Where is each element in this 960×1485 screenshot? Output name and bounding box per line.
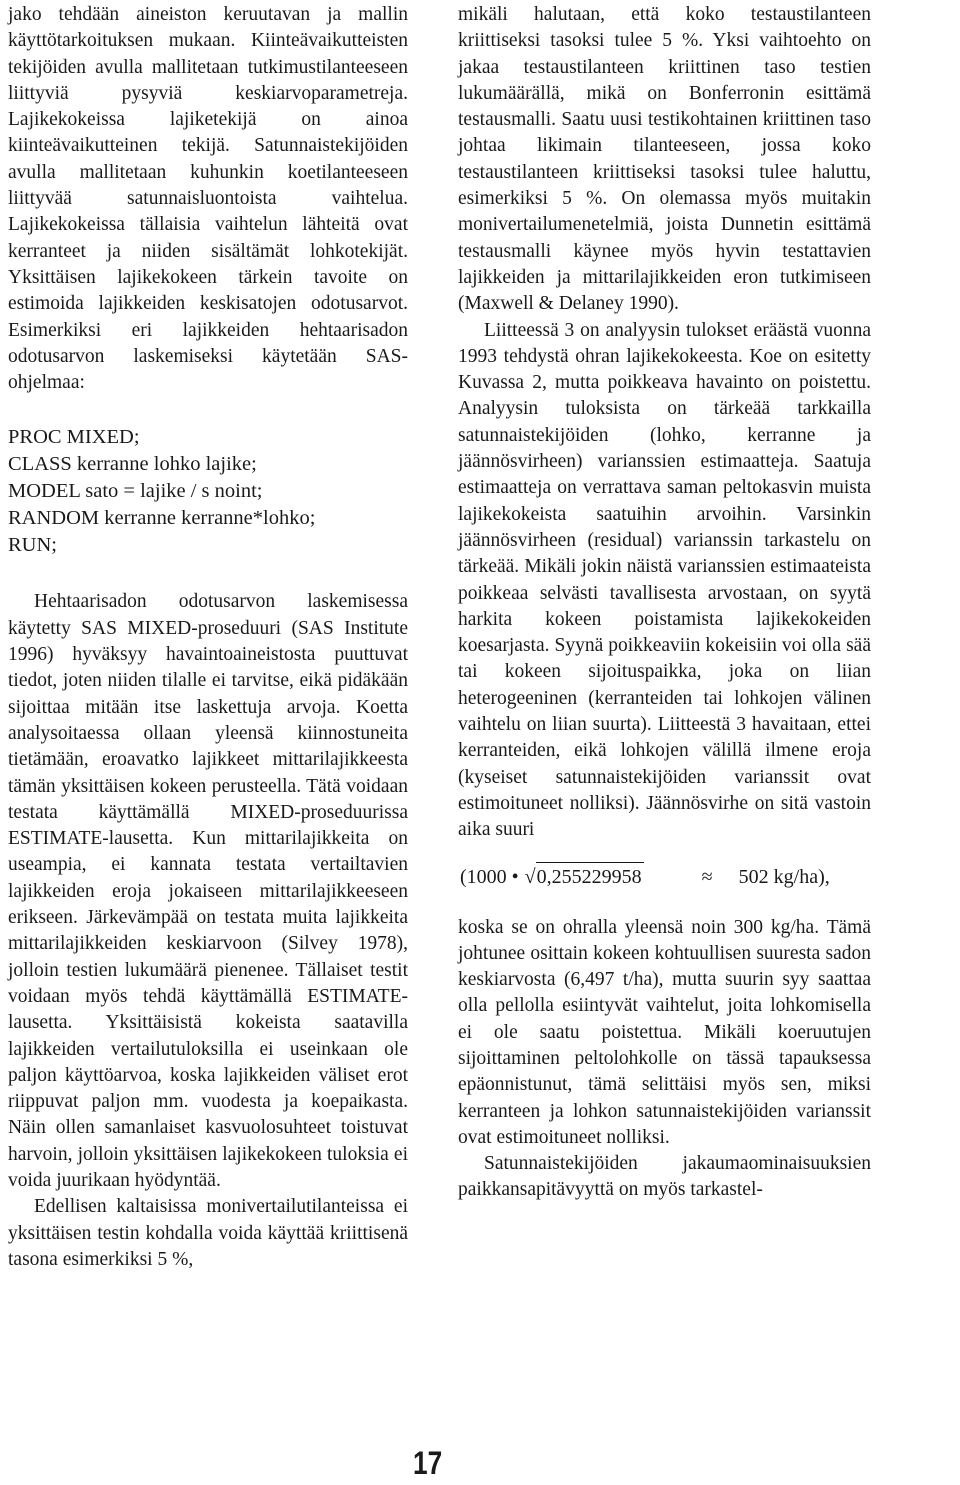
approx-symbol: ≈ — [701, 865, 713, 888]
body-paragraph: Liitteessä 3 on analyysin tulokset eräästä vuonna 1993 tehdystä ohran lajikekokeesta. Koe on esitetty Kuvassa 2, mutta poikkeava havainto on poistettu. Analyysin tuloksista on tärkeää tarkkailla satunnaistekijöiden (lohko, kerranne ja jäännösvirheen) varianssien estimaatteja. Saatuja estimaatteja on verrattava saman peltokasvin muista lajikekokeista saatuihin arvoihin. Varsinkin jäännösvirheen (residual) varianssin tarkastelu on tärkeää. Mikäli jokin näistä varianssien estimaateista poikkeaa selvästi tavallisesta arvostaan, on syytä harkita kokeen poistamista lajikekokeiden koesarjasta. Syynä poikkeaviin kokeisiin voi olla sää tai kokeen sijoituspaikka, joka on liian heterogeeninen (kerranteiden tai lohkojen välinen vaihtelu on liian suurta). Liitteestä 3 havaitaan, ettei kerranteiden, eikä lohkojen välillä ilmene eroja (kyseiset satunnaistekijöiden varianssit ovat estimoituneet nolliksi). Jäännösvirhe on sitä vastoin aika suuri — [458, 319, 871, 841]
body-paragraph: Edellisen kaltaisissa monivertailutilanteissa ei yksittäisen testin kohdalla voida käyttää kriittisenä tasona esimerkiksi 5 %, — [8, 1196, 408, 1270]
body-paragraph: Satunnaistekijöiden jakaumaominaisuuksien paikkansapitävyyttä on myös tarkastel- — [458, 1153, 871, 1201]
code-line: RUN; — [8, 534, 57, 557]
square-root — [525, 862, 644, 891]
body-paragraph: jako tehdään aineiston keruutavan ja mallin käyttötarkoituksen mukaan. Kiinteävaikutteisten tekijöiden avulla mallitetaan tutkimustilanteeseen liittyviä pysyviä keskiarvoparametreja. Lajikekokeissa lajiketekijä on ainoa kiinteävaikutteinen tekijä. Satunnaistekijöiden avulla mallitetaan kuhunkin koetilanteeseen liittyvää satunnaisluontoista vaihtelua. Lajikekokeissa tällaisia vaihtelun lähteitä ovat kerranteet ja niiden sisältämät lohkotekijät. Yksittäisen lajikekokeen tärkein tavoite on estimoida lajikkeiden keskisatojen odotusarvot. Esimerkiksi eri lajikkeiden hehtaarisadon odotusarvon laskemiseksi käytetään SAS-ohjelmaa: — [8, 4, 408, 394]
page-number: 17 — [413, 1445, 443, 1481]
body-paragraph: mikäli halutaan, että koko testaustilanteen kriittiseksi tasoksi tulee 5 %. Yksi vaihtoehto on jakaa testaustilanteen kriittinen taso testien lukumäärällä, mikä on Bonferronin esittämä testausmalli. Saatu uusi testikohtainen kriittinen taso johtaa likimain tilanteeseen, jossa koko testaustilanteen kriittiseksi tasoksi tulee haluttu, esimerkiksi 5 %. On olemassa myös muitakin monivertailumenetelmiä, joista Dunnetin esittämä testausmalli käynee myös hyvin testattavien lajikkeiden ja mittarilajikkeiden eron tutkimiseen (Maxwell & Delaney 1990). — [458, 4, 871, 315]
code-line: MODEL sato = lajike / s noint; — [8, 480, 263, 503]
left-column — [8, 2, 408, 1273]
code-line: RANDOM kerranne kerranne*lohko; — [8, 507, 316, 530]
sqrt-symbol: √ — [524, 865, 536, 888]
code-line: CLASS kerranne lohko lajike; — [8, 453, 257, 476]
formula-radicand: 0,255229958 — [536, 862, 644, 891]
residual-formula — [460, 862, 871, 891]
formula-result: 502 kg/ha), — [738, 865, 830, 888]
sas-code-block — [8, 424, 408, 559]
right-column — [458, 2, 871, 1204]
formula-open: (1000 • — [460, 865, 519, 888]
code-line: PROC MIXED; — [8, 426, 140, 449]
body-paragraph: koska se on ohralla yleensä noin 300 kg/ha. Tämä johtunee osittain kokeen kohtuullisen suuresta sadon keskiarvosta (6,497 t/ha), mutta suurin syy saattaa olla pellolla esiintyvät vaihtelut, joita lohkomisella ei ole saatu poistettua. Mikäli koeruutujen sijoittaminen peltolohkolle on tässä tapauksessa epäonnistunut, tämä selittäisi myös sen, miksi kerranteen ja lohkon satunnaistekijöiden varianssit ovat estimoituneet nolliksi. — [458, 916, 871, 1148]
body-paragraph: Hehtaarisadon odotusarvon laskemisessa käytetty SAS MIXED-proseduuri (SAS Institute 1996) hyväksyy havaintoaineistosta puuttuvat tiedot, joten niiden tilalle ei tarvitse, eikä pidäkään sijoittaa mitään itse laskettuja arvoja. Koetta analysoitaessa ollaan yleensä kiinnostuneita tietämään, eroavatko lajikkeet mittarilajikkeesta tämän yksittäisen kokeen perusteella. Tätä voidaan testata käyttämällä MIXED-proseduurissa ESTIMATE-lausetta. Kun mittarilajikkeita on useampia, ei kannata testata vertailtavien lajikkeiden eroja jokaiseen mittarilajikkeeseen erikseen. Järkevämpää on testata muita lajikkeita mittarilajikkeiden keskiarvoon (Silvey 1978), jolloin testien lukumäärä pienenee. Tällaiset testit voidaan myös tehdä käyttämällä ESTIMATE-lausetta. Yksittäisistä kokeista saatavilla lajikkeiden vertailutuloksilla ei useinkaan ole paljon käyttöarvoa, koska lajikkeiden väliset erot riippuvat paljon mm. vuodesta ja koepaikasta. Näin ollen samanlaiset kasvuolosuhteet toistuvat harvoin, jolloin yksittäisen lajikekokeen tuloksia ei voida juurikaan hyödyntää. — [8, 591, 408, 1191]
